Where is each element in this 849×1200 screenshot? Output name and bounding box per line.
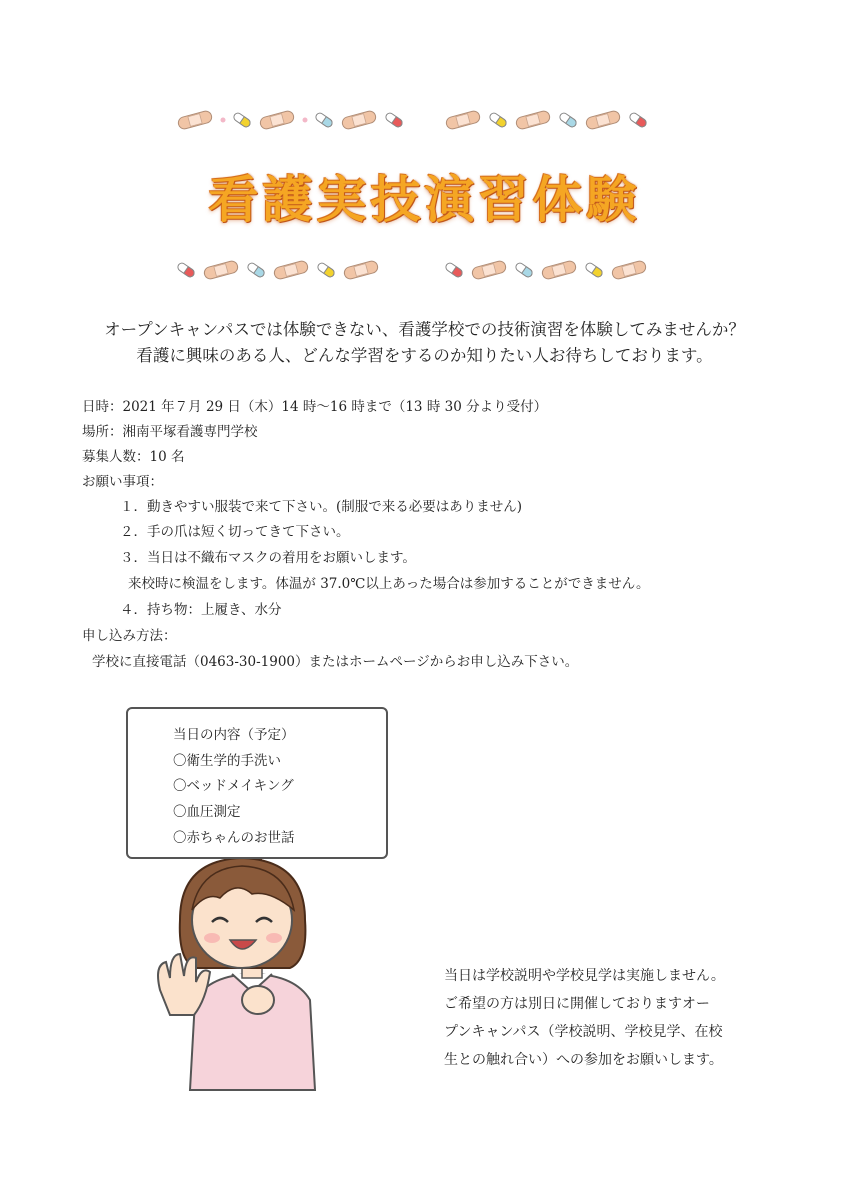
bandage-icon (540, 258, 578, 282)
capsule-icon (176, 260, 196, 280)
capsule-icon (628, 110, 648, 130)
dot-icon (220, 117, 226, 123)
sign-item: 〇血圧測定 (173, 804, 241, 820)
note-line: ご希望の方は別日に開催しておりますオー (444, 996, 710, 1012)
bandage-icon (340, 108, 378, 132)
intro-line-2: 看護に興味のある人、どんな学習をするのか知りたい人お待ちしております。 (136, 346, 713, 365)
nurse-illustration (140, 850, 440, 1110)
sign-title: 当日の内容（予定） (173, 727, 295, 743)
capsule-icon (444, 260, 464, 280)
request-item: ３．当日は不織布マスクの着用をお願いします。 (120, 550, 416, 566)
note-line: 当日は学校説明や学校見学は実施しません。 (444, 968, 725, 984)
note-line: 生との触れ合い）への参加をお願いします。 (444, 1052, 723, 1068)
capsule-icon (232, 110, 252, 130)
request-item: １．動きやすい服装で来て下さい。(制服で来る必要はありません) (120, 499, 523, 515)
schedule-sign (126, 707, 388, 859)
capsule-icon (314, 110, 334, 130)
bandage-icon (444, 108, 482, 132)
sign-item: 〇赤ちゃんのお世話 (173, 830, 295, 846)
bottom-decoration-border-right (444, 250, 648, 290)
bandage-icon (272, 258, 310, 282)
sign-item: 〇ベッドメイキング (173, 778, 294, 794)
top-decoration-border-right (444, 100, 648, 140)
bandage-icon (258, 108, 296, 132)
bandage-icon (202, 258, 240, 282)
bandage-icon (470, 258, 508, 282)
capsule-icon (584, 260, 604, 280)
request-item: ２．手の爪は短く切ってきて下さい。 (120, 524, 350, 540)
note-paragraph (444, 962, 764, 1074)
apply-heading: 申し込み方法： (82, 628, 177, 644)
sign-item: 〇衛生学的手洗い (173, 753, 281, 769)
bandage-icon (610, 258, 648, 282)
bottom-decoration-border (176, 250, 380, 290)
event-date: 日時：2021 年７月 29 日（木）14 時～16 時まで（13 時 30 分より受付） (82, 399, 548, 415)
capsule-icon (246, 260, 266, 280)
note-line: プンキャンパス（学校説明、学校見学、在校 (444, 1024, 723, 1040)
bandage-icon (176, 108, 214, 132)
apply-text: 学校に直接電話（0463-30-1900）またはホームページからお申し込み下さい。 (92, 654, 579, 670)
bandage-icon (584, 108, 622, 132)
event-place: 場所：湘南平塚看護専門学校 (82, 424, 258, 440)
page-title: 看護実技演習体験 (208, 171, 641, 229)
capsule-icon (514, 260, 534, 280)
request-item-sub: 来校時に検温をします。体温が 37.0℃以上あった場合は参加することができません。 (128, 576, 650, 592)
event-capacity: 募集人数：10 名 (82, 449, 185, 465)
capsule-icon (488, 110, 508, 130)
capsule-icon (384, 110, 404, 130)
top-decoration-border (176, 100, 404, 140)
request-item: ４．持ち物：上履き、水分 (120, 602, 282, 618)
capsule-icon (558, 110, 578, 130)
bandage-icon (342, 258, 380, 282)
dot-icon (302, 117, 308, 123)
capsule-icon (316, 260, 336, 280)
intro-line-1: オープンキャンパスでは体験できない、看護学校での技術演習を体験してみませんか？ (104, 320, 745, 339)
requests-heading: お願い事項： (82, 474, 163, 490)
bandage-icon (514, 108, 552, 132)
